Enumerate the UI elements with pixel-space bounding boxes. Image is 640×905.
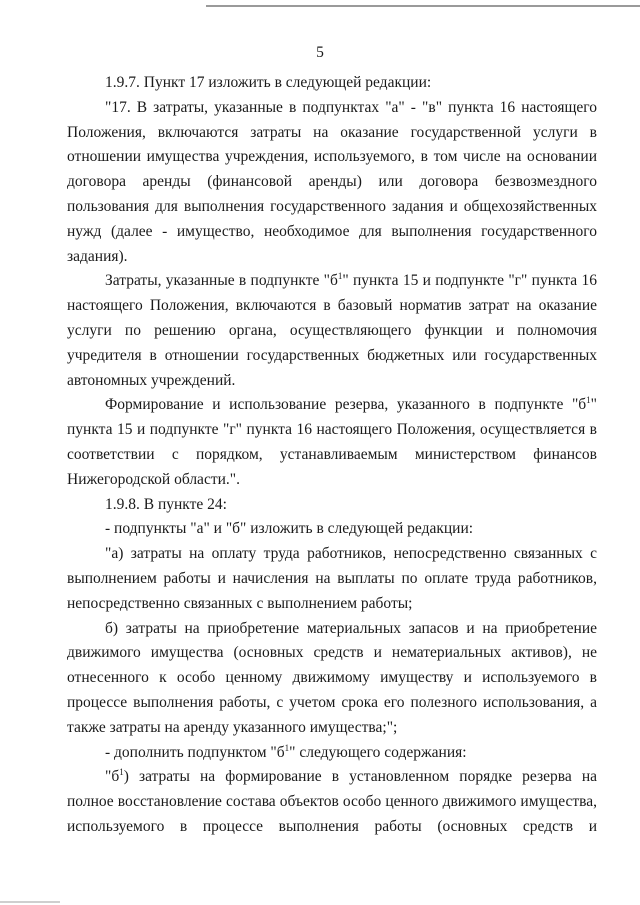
paragraph-add-b1 xyxy=(67,741,597,766)
text-span: - подпункты "а" и "б" изложить в следующей редакции: xyxy=(105,520,474,538)
paragraph-17 xyxy=(67,96,597,270)
scan-edge-line xyxy=(206,5,640,7)
paragraph-1-9-8 xyxy=(67,493,597,518)
text-span: " пункта 15 и подпункте "г" пункта 16 настоящего Положения, включаются в базовый норматив затрат на оказание услуги по решению органа, осуществляющего функции и полномочия учредителя в отношении государственных бюджетных или государственных автономных учреждений. xyxy=(67,272,597,389)
text-span: 1.9.8. В пункте 24: xyxy=(105,495,227,513)
text-span: 1.9.7. Пункт 17 изложить в следующей редакции: xyxy=(105,74,432,91)
superscript: 1 xyxy=(337,271,343,282)
paragraph-1-9-7 xyxy=(67,71,597,96)
paragraph-item-b xyxy=(67,617,597,741)
text-span: б) затраты на приобретение материальных запасов и на приобретение движимого имущества (основных средств и нематериальных активов), не отнесенного к особо ценному движимому имуществу и используемого в процессе выполнения работы, с учетом срока его полезного использования, а также затраты на аренду указанного имущества;"; xyxy=(67,619,597,736)
paragraph-subpoints-a-b xyxy=(67,517,597,542)
paragraph-reserve xyxy=(67,393,597,492)
text-span: " следующего содержания: xyxy=(289,743,467,761)
text-span: Формирование и использование резерва, указанного в подпункте "б xyxy=(105,396,587,414)
superscript: 1 xyxy=(586,395,591,406)
text-span: "б xyxy=(105,768,120,786)
text-span: "а) затраты на оплату труда работников, непосредственно связанных с выполнением работы и начисления на выплаты по оплате труда работников, непосредственно связанных с выполнением работы; xyxy=(67,545,597,612)
document-body xyxy=(67,71,597,840)
text-span: " пункта 15 и подпункте "г" пункта 16 настоящего Положения, осуществляется в соответствии с порядком, устанавливаемым министерством финансов Нижегородской области.". xyxy=(67,396,597,488)
scan-edge-mark xyxy=(0,901,60,903)
text-span: ) затраты на формирование в установленном порядке резерва на полное восстановление состава объектов особо ценного движимого имущества, используемого в процессе выполнения работы (основных средств и xyxy=(67,768,597,835)
text-span: Затраты, указанные в подпункте "б xyxy=(105,272,338,290)
paragraph-item-b1 xyxy=(67,765,597,839)
page-number: 5 xyxy=(316,44,324,61)
paragraph-item-a xyxy=(67,542,597,616)
superscript: 1 xyxy=(284,742,290,753)
text-span: - дополнить подпунктом "б xyxy=(105,743,285,761)
superscript: 1 xyxy=(119,767,124,778)
text-span: "17. В затраты, указанные в подпунктах "а" - "в" пункта 16 настоящего Положения, включаются затраты на оказание государственной услуги в отношении имущества учреждения, используемого, в том числе на основании договора аренды (финансовой аренды) или договора безвозмездного пользования для выполнения государственного задания и общехозяйственных нужд (далее - имущество, необходимое для выполнения государственного задания). xyxy=(67,98,597,265)
paragraph-base-norm xyxy=(67,269,597,393)
